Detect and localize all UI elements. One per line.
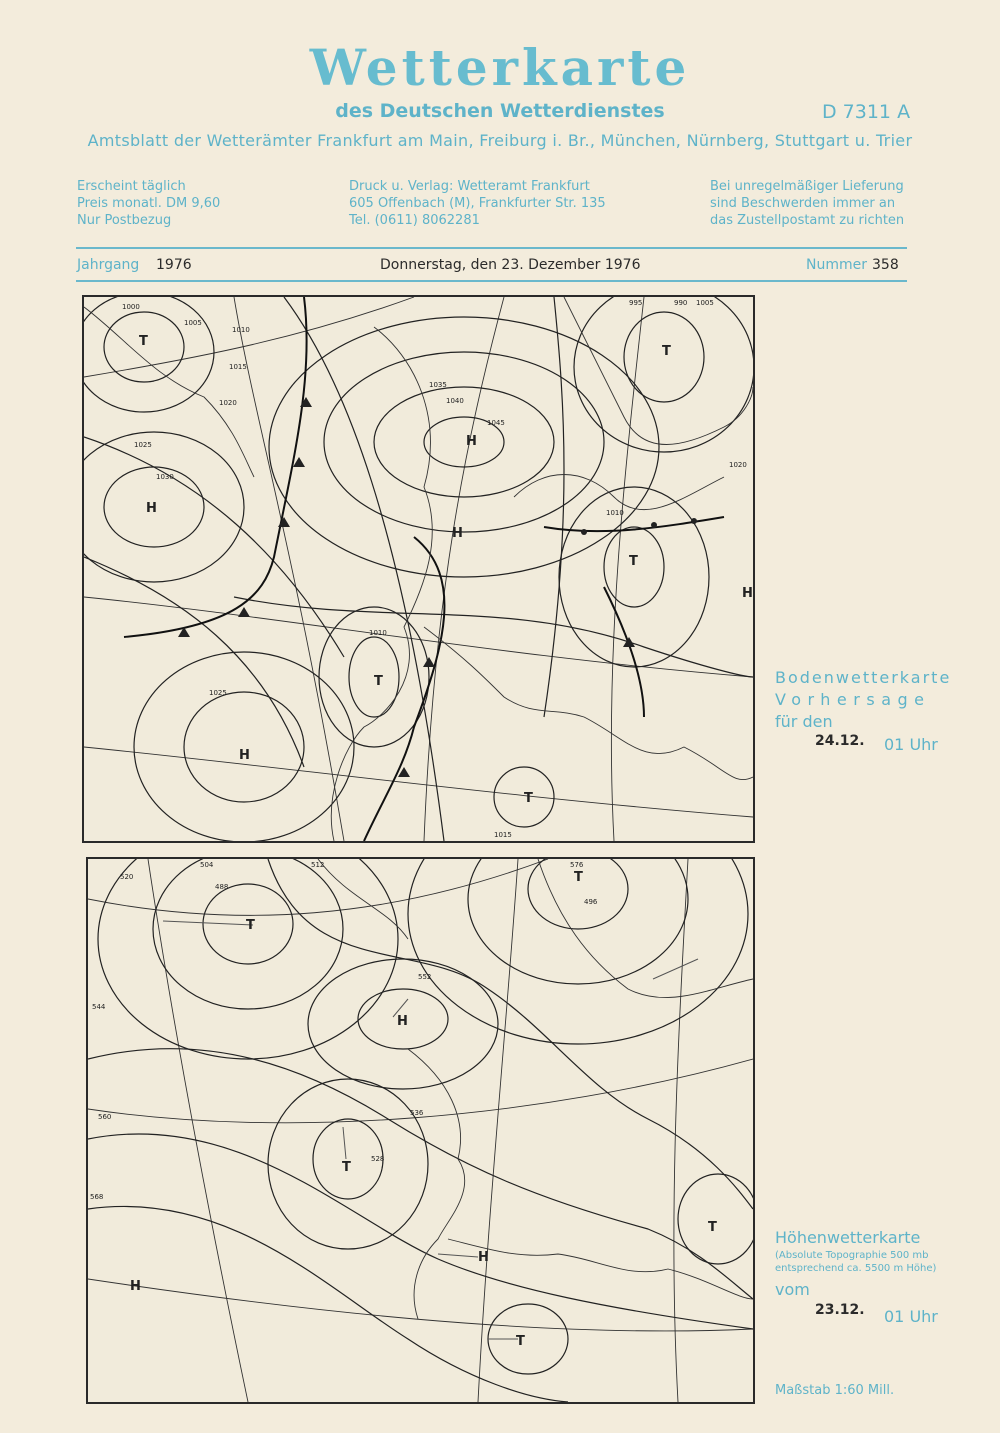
isobar-label: 1015	[229, 363, 247, 371]
surface-high-med: H	[452, 526, 463, 541]
upper-low-ne: T	[574, 870, 583, 885]
surface-low-nw: T	[139, 334, 148, 349]
upper-low-nw: T	[246, 918, 255, 933]
upper-caption-time: 01 Uhr	[884, 1307, 938, 1326]
isobar-label: 1010	[232, 326, 250, 334]
isobar-label: 1010	[369, 629, 387, 637]
isobar-label: 1010	[606, 509, 624, 517]
map-scale: Maßstab 1:60 Mill.	[775, 1383, 895, 1398]
masthead-title: Wetterkarte	[309, 38, 691, 97]
isobar-label: 1040	[446, 397, 464, 405]
info-right-line: sind Beschwerden immer an	[710, 196, 896, 211]
isobar-label: 1020	[729, 461, 747, 469]
publication-code: D 7311 A	[822, 101, 911, 123]
upper-high-sw: H	[130, 1279, 141, 1294]
surface-caption-for: für den	[775, 712, 833, 731]
isobar-label: 1005	[696, 299, 714, 307]
contour-label: 536	[410, 1109, 424, 1117]
surface-caption-title: Bodenwetterkarte	[775, 668, 952, 687]
upper-low-atlantic: T	[342, 1160, 351, 1175]
upper-low-east: T	[708, 1220, 717, 1235]
divider-top	[76, 247, 907, 249]
info-middle-line: 605 Offenbach (M), Frankfurter Str. 135	[349, 196, 606, 211]
upper-map-drawing	[88, 859, 753, 1402]
isobar-label: 1020	[219, 399, 237, 407]
isobar-label: 995	[629, 299, 643, 307]
nummer-value: 358	[872, 257, 899, 273]
contour-label: 560	[98, 1113, 112, 1121]
info-right-line: Bei unregelmäßiger Lieferung	[710, 179, 904, 194]
jahrgang-value: 1976	[156, 257, 192, 273]
surface-map-drawing	[84, 297, 753, 841]
upper-caption-from: vom	[775, 1280, 810, 1299]
upper-high-centre: H	[397, 1014, 408, 1029]
info-left-line: Nur Postbezug	[77, 213, 172, 228]
upper-air-map	[86, 857, 755, 1404]
surface-high-nw: H	[146, 501, 157, 516]
masthead-subtitle: des Deutschen Wetterdienstes	[335, 100, 665, 122]
isobar-label: 1035	[429, 381, 447, 389]
isobar-label: 1015	[494, 831, 512, 839]
info-left-line: Preis monatl. DM 9,60	[77, 196, 221, 211]
upper-caption-description: (Absolute Topographie 500 mb entsprechend ca. 5500 m Höhe)	[775, 1250, 937, 1274]
amtsblatt-line: Amtsblatt der Wetterämter Frankfurt am Main, Freiburg i. Br., München, Nürnberg, Stuttgart u. Trier	[87, 131, 913, 150]
upper-low-med: T	[516, 1334, 525, 1349]
surface-caption-date: 24.12.	[815, 733, 865, 749]
contour-label: 568	[90, 1193, 104, 1201]
upper-high-alps: H	[478, 1250, 489, 1265]
surface-low-med: T	[524, 791, 533, 806]
contour-label: 544	[92, 1003, 106, 1011]
info-right-line: das Zustellpostamt zu richten	[710, 213, 905, 228]
isobar-label: 1025	[134, 441, 152, 449]
jahrgang-label: Jahrgang	[77, 257, 140, 273]
surface-low-ne: T	[662, 344, 671, 359]
surface-low-east: T	[629, 554, 638, 569]
info-left	[77, 178, 220, 229]
surface-high-sw: H	[239, 748, 250, 763]
surface-weather-map	[82, 295, 755, 843]
issue-date: Donnerstag, den 23. Dezember 1976	[380, 257, 641, 273]
divider-bottom	[76, 280, 907, 282]
isobar-label: 1030	[156, 473, 174, 481]
upper-caption-date: 23.12.	[815, 1302, 865, 1318]
surface-low-atlantic: T	[374, 674, 383, 689]
surface-caption-time: 01 Uhr	[884, 735, 938, 754]
info-right	[710, 178, 904, 229]
isobar-label: 1000	[122, 303, 140, 311]
upper-caption-title: Höhenwetterkarte	[775, 1228, 921, 1247]
isobar-label: 1045	[487, 419, 505, 427]
isobar-label: 1005	[184, 319, 202, 327]
isobar-label: 1025	[209, 689, 227, 697]
info-left-line: Erscheint täglich	[77, 179, 186, 194]
contour-label: 520	[120, 873, 134, 881]
contour-label: 552	[418, 973, 432, 981]
nummer-label: Nummer	[806, 257, 867, 273]
contour-label: 512	[311, 861, 325, 869]
info-middle	[349, 178, 606, 229]
contour-label: 496	[584, 898, 598, 906]
contour-label: 576	[570, 861, 584, 869]
contour-label: 504	[200, 861, 214, 869]
info-middle-line: Tel. (0611) 8062281	[349, 213, 480, 228]
isobar-label: 990	[674, 299, 688, 307]
info-middle-line: Druck u. Verlag: Wetteramt Frankfurt	[349, 179, 590, 194]
contour-label: 528	[371, 1155, 385, 1163]
contour-label: 488	[215, 883, 229, 891]
surface-high-e: H	[742, 586, 753, 601]
surface-high-centre: H	[466, 434, 477, 449]
surface-caption-forecast: Vorhersage	[775, 690, 931, 709]
